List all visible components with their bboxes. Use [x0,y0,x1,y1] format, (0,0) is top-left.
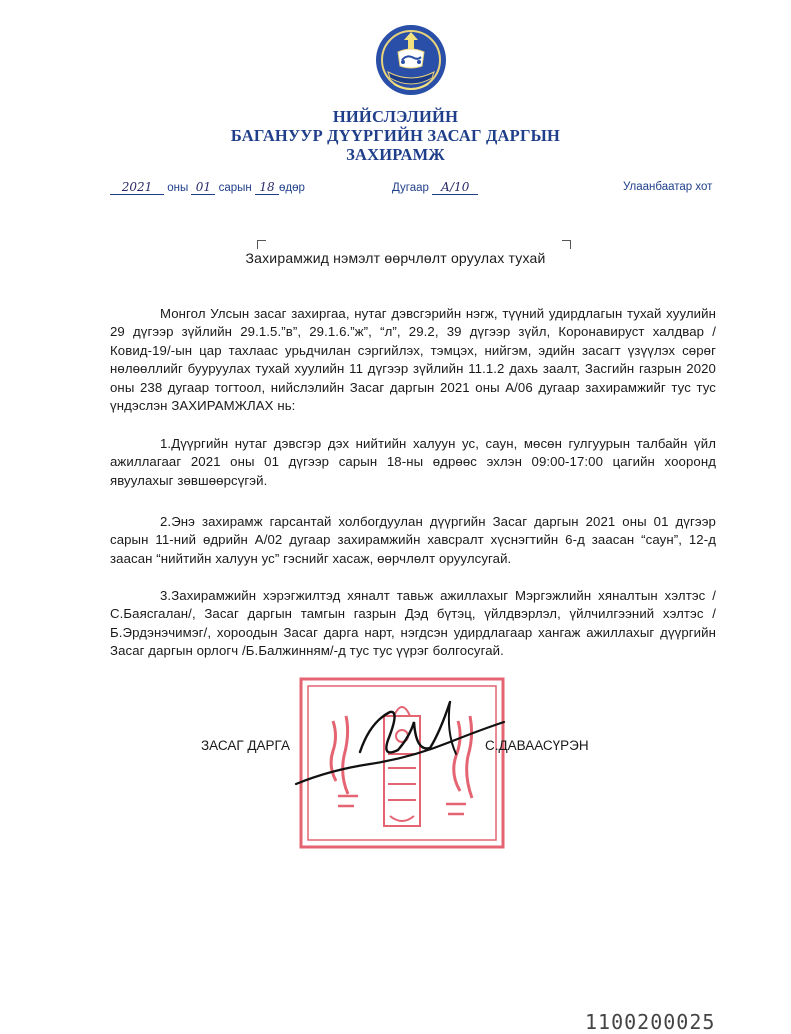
header-line-3: ЗАХИРАМЖ [346,145,445,164]
decree-subject: Захирамжид нэмэлт өөрчлөлт оруулах тухай [245,250,546,266]
document-serial: 1100200025 [585,1010,716,1034]
signatory-title: ЗАСАГ ДАРГА [201,738,290,753]
date-year-suffix: оны [167,182,189,194]
date-month-suffix: сарын [218,182,252,194]
issue-date [110,181,305,195]
number-label: Дугаар [392,182,429,194]
header-line-2: БАГАНУУР ДҮҮРГИЙН ЗАСАГ ДАРГЫН [230,126,561,145]
header-line-1: НИЙСЛЭЛИЙН [332,107,459,126]
state-emblem-icon [374,22,448,100]
date-year: 2021 [110,181,164,195]
date-day: 18 [255,181,279,195]
decree-number [392,181,478,195]
number-value: А/10 [432,181,478,195]
body-item-3: 3.Захирамжийн хэрэгжилтэд хяналт тавьж ажиллахыг Мэргэжлийн хяналтын хэлтэс /С.Баясгалан/, Засаг даргын тамгын газрын Дэд бүтэц, үйлдвэрлэл, үйлчилгээний хэлтэс /Б.Эрдэнэчимэг/, хороодын Засаг дарга нарт, нэгдсэн удирдлагаар хангаж ажиллахыг дүүргийн Засаг даргын орлогч /Б.Балжинням/-д тус тус үүрэг болгосугай. [110,588,716,659]
date-month: 01 [191,181,215,195]
date-day-suffix: өдөр [279,182,305,194]
issue-city: Улаанбаатар хот [623,181,713,193]
body-intro: Монгол Улсын засаг захиргаа, нутаг дэвсгэрийн нэгж, түүний удирдлагын тухай хуулийн 29 дүгээр зүйлийн 29.1.5.”в”, 29.1.6.”ж”, “л”, 29.2, 39 дүгээр зүйл, Коронавируст халдвар /Ковид-19/-ын цар тахлаас урьдчилан сэргийлэх, тэмцэх, нийгэм, эдийн засагт үзүүлэх сөрөг нөлөөллийг бууруулах тухай хуулийн 11 дүгээр зүйлийн 11.1.2 дахь заалт, Засгийн газрын 2020 оны 238 дугаар тогтоол, нийслэлийн Засаг даргын 2021 оны А/06 дугаар захирамжийг тус тус үндэслэн ЗАХИРАМЖЛАХ нь: [110,306,716,414]
body-item-2: 2.Энэ захирамж гарсантай холбогдуулан дүүргийн Засаг даргын 2021 оны 01 дүгээр сарын 11-ний өдрийн А/02 дугаар захирамжийн хавсралт хүснэгтийн 6-д заасан “саун”, 12-д заасан “нийтийн халуун ус” гэснийг хасаж, өөрчлөлт оруулсугай. [110,514,716,566]
handwritten-signature [290,692,520,792]
signatory-name: С.ДАВААСҮРЭН [485,738,589,753]
subject-bracket-right [562,240,571,249]
subject-bracket-left [257,240,266,249]
body-item-1: 1.Дүүргийн нутаг дэвсгэр дэх нийтийн халуун ус, саун, мөсөн гулгуурын талбайн үйл ажиллагааг 2021 оны 01 дүгээр сарын 18-ны өдрөөс эхлэн 09:00-17:00 цагийн хооронд явуулахыг зөвшөөрсүгэй. [110,436,716,488]
